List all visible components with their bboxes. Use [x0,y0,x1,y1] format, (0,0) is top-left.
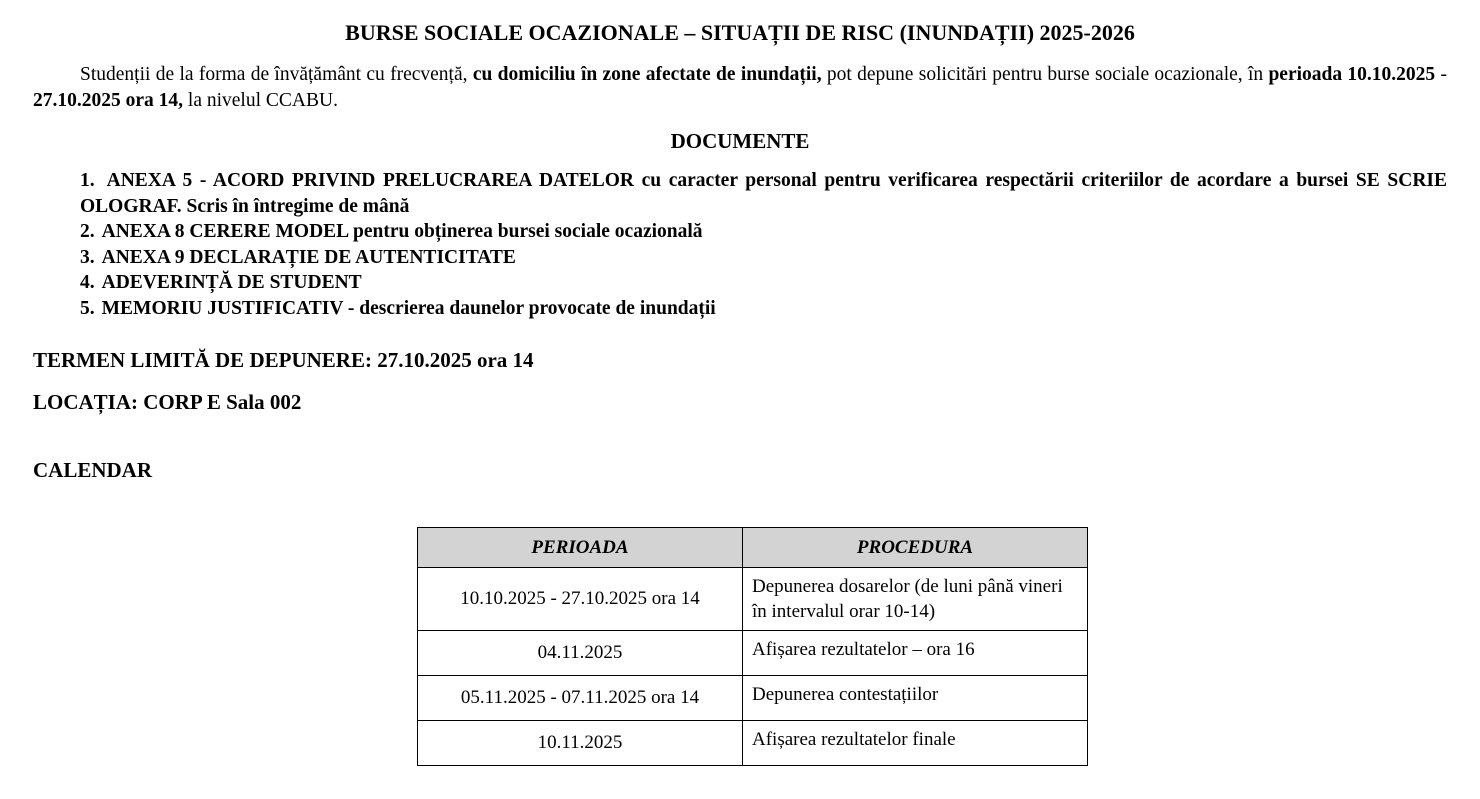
deadline-line: TERMEN LIMITĂ DE DEPUNERE: 27.10.2025 ora 14 [33,348,534,372]
document-list-item [80,296,1447,322]
document-list-item [80,245,1447,271]
table-header-row [418,528,1088,568]
document-page [0,20,1480,799]
table-row [418,568,1088,631]
cell-procedura: Depunerea contestațiilor [743,676,1088,721]
cell-perioada: 10.10.2025 - 27.10.2025 ora 14 [418,568,743,631]
table-row [418,676,1088,721]
table-row [418,721,1088,766]
cell-procedura: Afișarea rezultatelor – ora 16 [743,631,1088,676]
document-list-item [80,168,1447,219]
location-line: LOCAȚIA: CORP E Sala 002 [33,390,302,414]
cell-procedura: Afișarea rezultatelor finale [743,721,1088,766]
list-item-number: 3. [80,246,95,268]
document-list-item [80,270,1447,296]
documents-heading: DOCUMENTE [670,129,810,153]
cell-perioada: 10.11.2025 [418,721,743,766]
list-item-number: 5. [80,297,95,319]
document-title: BURSE SOCIALE OCAZIONALE – SITUAȚII DE RISC (INUNDAȚII) 2025-2026 [345,20,1135,45]
list-item-text: MEMORIU JUSTIFICATIV - descrierea daunelor provocate de inundații [101,297,716,319]
table-header-perioada: PERIOADA [418,528,743,568]
table-header-procedura: PROCEDURA [743,528,1088,568]
calendar-table [417,527,1088,766]
cell-perioada: 04.11.2025 [418,631,743,676]
list-item-number: 1. [80,170,95,191]
table-row [418,631,1088,676]
documents-list [80,168,1447,321]
list-item-number: 4. [80,272,95,293]
cell-perioada: 05.11.2025 - 07.11.2025 ora 14 [418,676,743,721]
calendar-heading: CALENDAR [33,458,153,482]
list-item-text: ANEXA 8 CERERE MODEL pentru obținerea bursei sociale ocazională [101,221,703,242]
list-item-text: ANEXA 5 - ACORD PRIVIND PRELUCRAREA DATELOR cu caracter personal pentru verificarea respectării criteriilor de acordare a bursei SE SCRIE OLOGRAF. Scris în întregime de mână [80,170,1447,217]
cell-procedura: Depunerea dosarelor (de luni până vineri în intervalul orar 10-14) [743,568,1088,631]
intro-paragraph: Studenții de la forma de învățământ cu frecvență, cu domiciliu în zone afectate de inundații, pot depune solicitări pentru burse sociale ocazionale, în perioada 10.10.2025 - 27.10.2025 ora 14, la nivelul CCABU. [33,64,1447,111]
list-item-text: ANEXA 9 DECLARAȚIE DE AUTENTICITATE [101,246,516,268]
list-item-number: 2. [80,221,95,242]
document-list-item [80,219,1447,245]
list-item-text: ADEVERINȚĂ DE STUDENT [101,272,362,293]
